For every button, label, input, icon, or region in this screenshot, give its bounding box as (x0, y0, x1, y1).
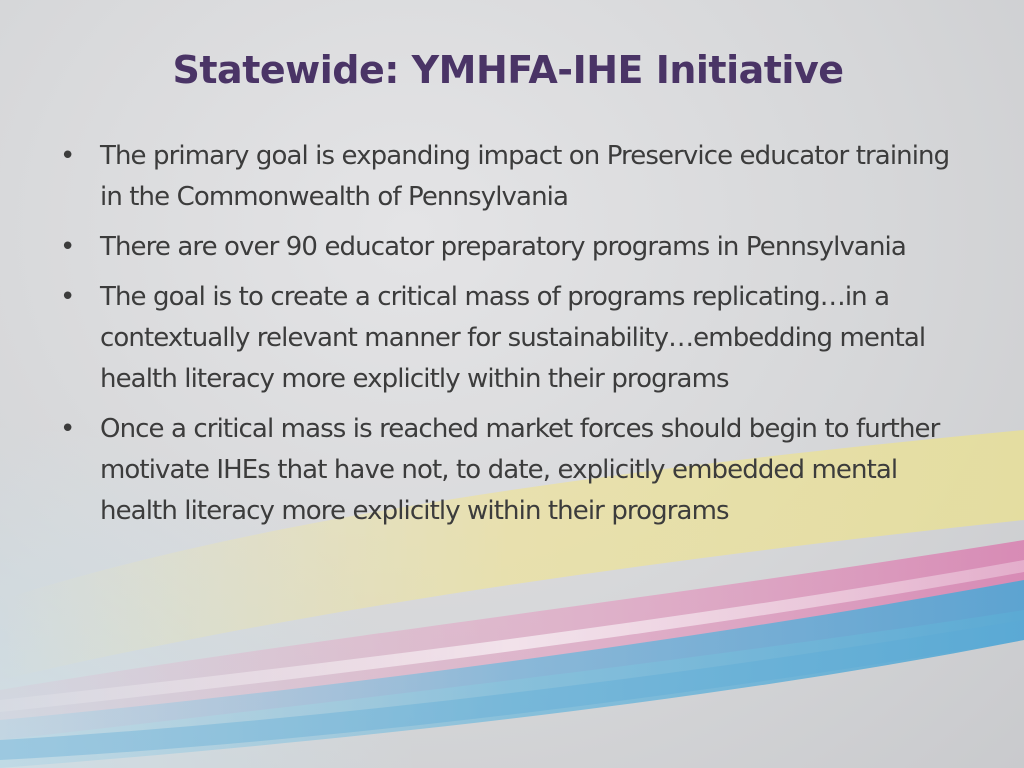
slide-title: Statewide: YMHFA-IHE Initiative (172, 48, 844, 92)
bullet-text: There are over 90 educator preparatory programs in Pennsylvania (100, 232, 906, 262)
bullet-marker: • (60, 414, 76, 444)
bullet-text: Once a critical mass is reached market forces should begin to further motivate IHEs that have not, to date, explicitly embedded mental health literacy more explicitly within their programs (100, 414, 940, 526)
bullet-marker: • (60, 232, 76, 262)
bullet-text: The primary goal is expanding impact on Preservice educator training in the Commonwealth of Pennsylvania (100, 141, 950, 212)
bullet-list (60, 136, 970, 541)
bullet-marker: • (60, 141, 76, 171)
bullet-item (60, 277, 970, 400)
bullet-text: The goal is to create a critical mass of programs replicating…in a contextually relevant manner for sustainability…embedding mental health literacy more explicitly within their programs (100, 282, 926, 394)
bullet-marker: • (60, 282, 76, 312)
bullet-item (60, 409, 970, 532)
bullet-item (60, 227, 970, 268)
bullet-item (60, 136, 970, 218)
